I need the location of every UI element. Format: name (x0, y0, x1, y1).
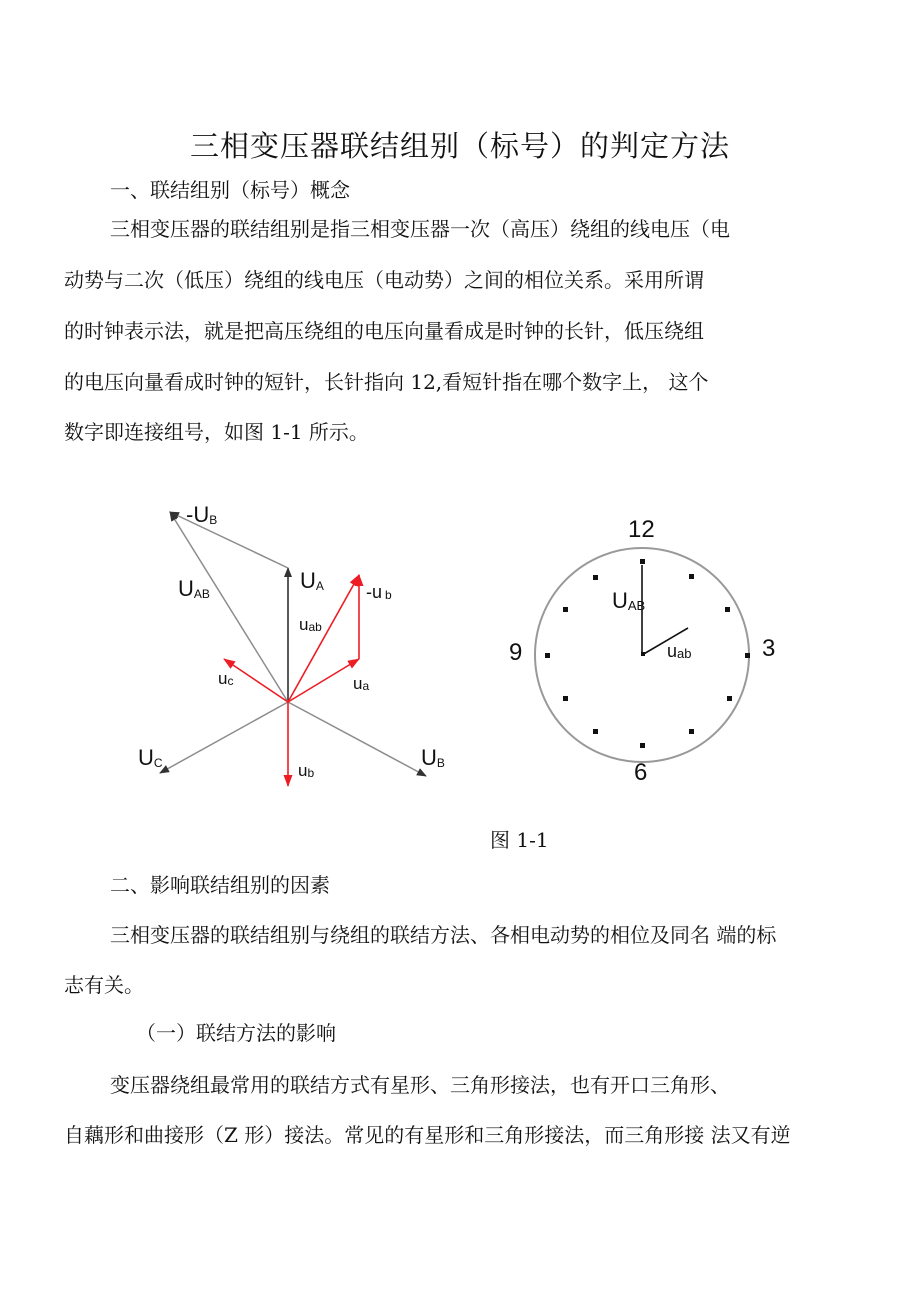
paragraph-line: 的时钟表示法，就是把高压绕组的电压向量看成是时钟的长针，低压绕组 (64, 319, 704, 343)
label-uab: uab (299, 615, 322, 634)
label-neg-UB: -UB (186, 502, 218, 527)
phasor-UB (288, 702, 426, 776)
figure-caption: 图 1-1 (490, 828, 549, 852)
clock-number-6: 6 (634, 759, 648, 786)
section-heading-factors: 二、影响联结组别的因素 (110, 873, 330, 897)
clock-label-uab: uab (667, 641, 692, 661)
label-UB: UB (421, 745, 445, 770)
paragraph-line: 变压器绕组最常用的联结方式有星形、三角形接法，也有开口三角形、 (110, 1073, 730, 1097)
clock-diagram (509, 516, 775, 786)
paragraph-line: 的电压向量看成时钟的短针，长针指向 12,看短针指在哪个数字上， 这个 (64, 370, 709, 394)
paragraph-line: 三相变压器的联结组别是指三相变压器一次（高压）绕组的线电压（电 (110, 217, 730, 241)
label-ua: ua (353, 674, 370, 693)
label-UC: UC (138, 745, 163, 770)
paragraph-line: 动势与二次（低压）绕组的线电压（电动势）之间的相位关系。采用所谓 (64, 268, 704, 292)
label-neg-ub: -u b (366, 582, 392, 602)
page-title: 三相变压器联结组别（标号）的判定方法 (189, 129, 730, 163)
label-uc: uc (218, 669, 234, 688)
phasor-UC (160, 702, 288, 773)
phasor-ua (288, 659, 359, 702)
clock-label-UAB: UAB (612, 588, 646, 613)
paragraph-line: 三相变压器的联结组别与绕组的联结方法、各相电动势的相位及同名 端的标 (110, 923, 777, 947)
clock-number-12: 12 (628, 516, 655, 543)
paragraph-line: 志有关。 (64, 973, 144, 997)
phasor-diagram (138, 502, 445, 786)
section-heading-concept: 一、联结组别（标号）概念 (110, 178, 350, 202)
label-ub: ub (298, 761, 315, 780)
clock-tick-marks (545, 559, 750, 748)
subsection-heading-connection: （一）联结方法的影响 (136, 1021, 336, 1045)
paragraph-line: 数字即连接组号，如图 1-1 所示。 (64, 420, 369, 444)
paragraph-line: 自藕形和曲接形（Z 形）接法。常见的有星形和三角形接法，而三角形接 法又有逆 (64, 1123, 791, 1147)
label-UAB: UAB (178, 576, 210, 601)
phasor-uab (288, 575, 359, 702)
clock-number-9: 9 (509, 639, 523, 666)
label-UA: UA (300, 568, 324, 593)
phasor-uc (224, 659, 288, 702)
clock-number-3: 3 (762, 635, 776, 662)
